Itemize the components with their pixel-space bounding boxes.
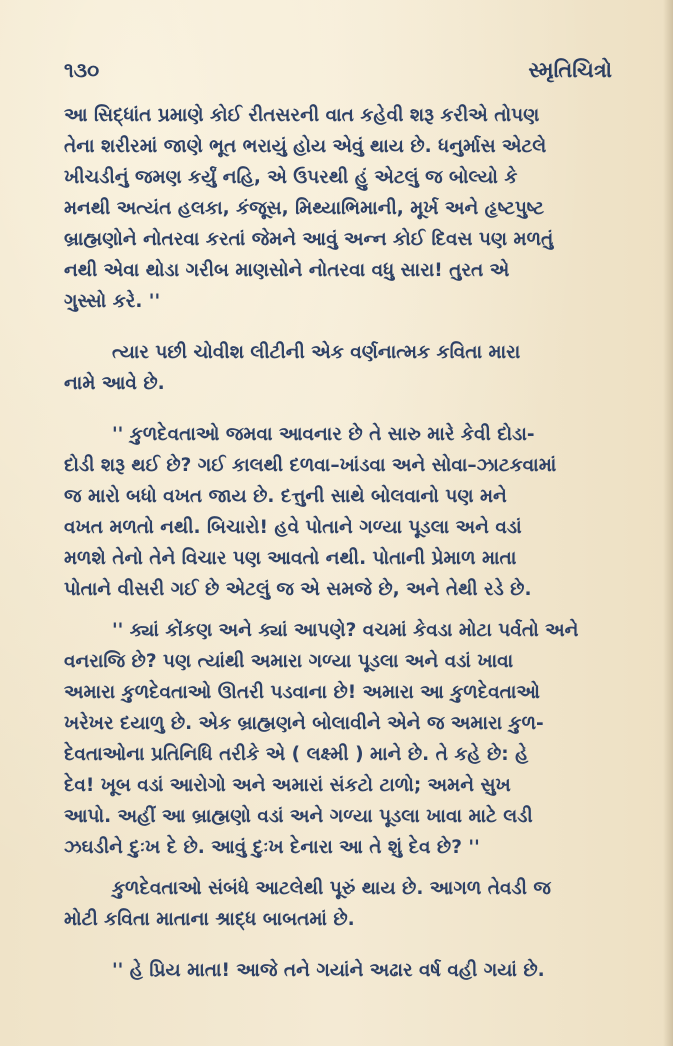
- page-edge-shadow: [663, 0, 673, 1046]
- text-line: પોતાને વીસરી ગઈ છે એટલું જ એ સમજે છે, અને તેથી રડે છે.: [64, 579, 532, 600]
- text-line: નામે આવે છે.: [64, 373, 165, 394]
- text-line: દેવતાઓના પ્રતિનિધિ તરીકે એ ( લક્ષ્મી ) માને છે. તે કહે છે: હે: [64, 744, 529, 765]
- text-line: ઝઘડીને દુઃખ દે છે. આવું દુઃખ દેનારા આ તે શું દેવ છે? '': [64, 837, 480, 858]
- text-line: દેવ! ખૂબ વડાં આરોગો અને અમારાં સંકટો ટાળો; અમને સુખ: [64, 775, 511, 796]
- paragraph-2: [64, 337, 612, 399]
- text-line: '' કુળદેવતાઓ જમવા આવનાર છે તે સારુ મારે કેવી દોડા-: [112, 424, 535, 445]
- text-line: ગુસ્સો કરે. '': [64, 291, 161, 312]
- text-line: ખીચડીનું જમણ કર્યું નહિ, એ ઉપરથી હું એટલું જ બોલ્યો કે: [64, 167, 518, 188]
- text-line: ખરેખર દયાળુ છે. એક બ્રાહ્મણને બોલાવીને એને જ અમારા કુળ-: [64, 713, 544, 734]
- text-line: જ મારો બધો વખત જાય છે. દત્તુની સાથે બોલવાનો પણ મને: [64, 486, 507, 507]
- text-line: '' ક્યાં કોંકણ અને ક્યાં આપણે? વચમાં કેવડા મોટા પર્વતો અને: [112, 620, 579, 641]
- paragraph-3: [64, 419, 612, 605]
- body-text: [64, 100, 612, 986]
- text-line: વનરાજિ છે? પણ ત્યાંથી અમારા ગળ્યા પૂડલા અને વડાં ખાવા: [64, 651, 514, 672]
- text-line: દોડી શરૂ થઈ છે? ગઈ કાલથી દળવા–ખાંડવા અને સોવા–ઝાટકવામાં: [64, 455, 557, 476]
- running-head: સ્મૃતિચિત્રો: [528, 58, 612, 82]
- page-number: ૧૩૦: [64, 58, 100, 82]
- text-line: મોટી કવિતા માતાના શ્રાદ્ધ બાબતમાં છે.: [64, 909, 355, 930]
- page-header: [64, 58, 612, 88]
- text-line: બ્રાહ્મણોને નોતરવા કરતાં જેમને આવું અન્ન કોઈ દિવસ પણ મળતું: [64, 229, 554, 250]
- text-line: ત્યાર પછી ચોવીશ લીટીની એક વર્ણનાત્મક કવિતા મારા: [112, 342, 521, 363]
- text-line: મળશે તેનો તેને વિચાર પણ આવતો નથી. પોતાની પ્રેમાળ માતા: [64, 548, 517, 569]
- text-line: તેના શરીરમાં જાણે ભૂત ભરાયું હોય એવું થાય છે. ધનુર્માસ એટલે: [64, 136, 547, 157]
- text-line: આપો. અહીં આ બ્રાહ્મણો વડાં અને ગળ્યા પૂડલા ખાવા માટે લડી: [64, 806, 533, 827]
- text-line: નથી એવા થોડા ગરીબ માણસોને નોતરવા વધુ સારા! તુરત એ: [64, 260, 510, 281]
- text-line: આ સિદ્ધાંત પ્રમાણે કોઈ રીતસરની વાત કહેવી શરૂ કરીએ તોપણ: [64, 105, 540, 126]
- paragraph-5: [64, 873, 612, 935]
- paragraph-1: [64, 100, 612, 317]
- paragraph-6: [64, 955, 612, 986]
- paragraph-4: [64, 615, 612, 863]
- text-line: કુળદેવતાઓ સંબંધે આટલેથી પૂરું થાય છે. આગળ તેવડી જ: [112, 878, 551, 899]
- text-line: '' હે પ્રિય માતા! આજે તને ગયાંને અઢાર વર્ષ વહી ગયાં છે.: [112, 960, 545, 981]
- text-line: વખત મળતો નથી. બિચારો! હવે પોતાને ગળ્યા પૂડલા અને વડાં: [64, 517, 522, 538]
- text-line: અમારા કુળદેવતાઓ ઊતરી પડવાના છે! અમારા આ કુળદેવતાઓ: [64, 682, 540, 703]
- text-line: મનથી અત્યંત હલકા, કંજૂસ, મિથ્યાભિમાની, મૂર્ખ અને હૃષ્ટપુષ્ટ: [64, 198, 544, 219]
